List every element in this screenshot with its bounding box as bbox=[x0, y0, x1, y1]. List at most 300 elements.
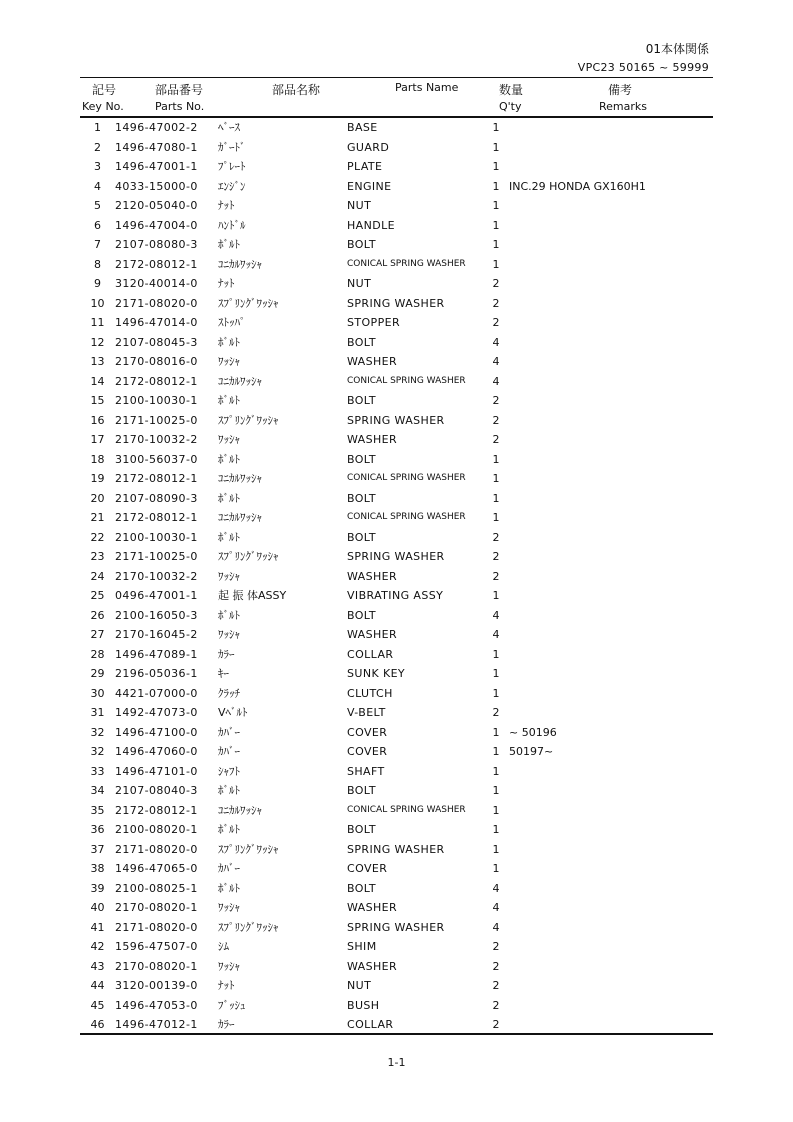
key-no-cell: 32 bbox=[90, 745, 105, 759]
model-range: VPC23 50165 ~ 59999 bbox=[577, 61, 709, 74]
part-name-jp-cell: ｽﾄｯﾊﾟ bbox=[218, 316, 246, 330]
quantity-cell: 1 bbox=[492, 511, 500, 525]
part-number-cell: 2100-16050-3 bbox=[115, 608, 198, 622]
part-name-jp-cell: 起 振 体ASSY bbox=[218, 589, 287, 603]
remarks-cell: 50197~ bbox=[509, 745, 554, 759]
key-no-cell: 8 bbox=[94, 257, 101, 271]
remarks-cell bbox=[509, 294, 713, 314]
part-name-jp-cell: ｶﾞｰﾄﾞ bbox=[218, 140, 246, 154]
part-name-en-cell: BUSH bbox=[347, 998, 380, 1012]
table-row bbox=[80, 840, 713, 860]
part-name-jp-cell: ｶﾗｰ bbox=[218, 647, 235, 661]
key-no-cell: 46 bbox=[90, 1018, 105, 1032]
table-row bbox=[80, 138, 713, 158]
part-number-cell: 2172-08012-1 bbox=[115, 803, 198, 817]
table-row bbox=[80, 1015, 713, 1035]
part-number-cell: 1596-47507-0 bbox=[115, 940, 198, 954]
quantity-cell: 1 bbox=[492, 121, 500, 135]
table-row bbox=[80, 976, 713, 996]
part-number-cell: 2107-08040-3 bbox=[115, 784, 198, 798]
table-bottom-rule bbox=[80, 1033, 713, 1035]
quantity-cell: 1 bbox=[492, 647, 500, 661]
part-name-en-cell: V-BELT bbox=[347, 706, 386, 720]
quantity-cell: 4 bbox=[492, 628, 500, 642]
part-number-cell: 1496-47053-0 bbox=[115, 998, 198, 1012]
part-name-jp-cell: ｽﾌﾟﾘﾝｸﾞﾜｯｼｬ bbox=[218, 842, 279, 856]
part-name-en-cell: SPRING WASHER bbox=[347, 920, 445, 934]
part-name-jp-cell: ｺﾆｶﾙﾜｯｼｬ bbox=[218, 803, 262, 817]
quantity-cell: 2 bbox=[492, 940, 500, 954]
part-name-jp-cell: ｽﾌﾟﾘﾝｸﾞﾜｯｼｬ bbox=[218, 413, 279, 427]
part-number-cell: 1496-47101-0 bbox=[115, 764, 198, 778]
part-number-cell: 2107-08045-3 bbox=[115, 335, 198, 349]
quantity-cell: 2 bbox=[492, 433, 500, 447]
remarks-cell bbox=[509, 138, 713, 158]
key-no-cell: 24 bbox=[90, 569, 105, 583]
part-name-jp-cell: ｼﾑ bbox=[218, 940, 229, 954]
part-number-cell: 1492-47073-0 bbox=[115, 706, 198, 720]
quantity-cell: 1 bbox=[492, 764, 500, 778]
part-name-jp-cell: ｶﾊﾞｰ bbox=[218, 745, 240, 759]
part-name-en-cell: COVER bbox=[347, 862, 388, 876]
quantity-cell: 1 bbox=[492, 238, 500, 252]
col-header-key-en: Key No. bbox=[82, 100, 124, 113]
table-row bbox=[80, 957, 713, 977]
part-number-cell: 2171-08020-0 bbox=[115, 842, 198, 856]
part-name-jp-cell: ﾜｯｼｬ bbox=[218, 628, 240, 642]
table-row bbox=[80, 333, 713, 353]
part-number-cell: 2171-10025-0 bbox=[115, 413, 198, 427]
part-name-en-cell: WASHER bbox=[347, 355, 398, 369]
part-name-en-cell: HANDLE bbox=[347, 218, 395, 232]
table-row bbox=[80, 742, 713, 762]
table-row bbox=[80, 196, 713, 216]
part-name-en-cell: ENGINE bbox=[347, 179, 392, 193]
part-number-cell: 1496-47080-1 bbox=[115, 140, 198, 154]
remarks-cell bbox=[509, 157, 713, 177]
part-name-en-cell: SHAFT bbox=[347, 764, 385, 778]
quantity-cell: 1 bbox=[492, 160, 500, 174]
col-header-qty-jp: 数量 bbox=[499, 83, 524, 97]
table-row bbox=[80, 430, 713, 450]
part-name-en-cell: COVER bbox=[347, 725, 388, 739]
part-number-cell: 2171-08020-0 bbox=[115, 296, 198, 310]
part-name-jp-cell: ﾜｯｼｬ bbox=[218, 433, 240, 447]
part-number-cell: 1496-47002-2 bbox=[115, 121, 198, 135]
key-no-cell: 38 bbox=[90, 862, 105, 876]
col-header-name-jp: 部品名称 bbox=[272, 83, 321, 97]
part-name-en-cell: STOPPER bbox=[347, 316, 401, 330]
table-row bbox=[80, 703, 713, 723]
remarks-cell bbox=[509, 489, 713, 509]
remarks-cell bbox=[509, 255, 713, 275]
key-no-cell: 36 bbox=[90, 823, 105, 837]
quantity-cell: 2 bbox=[492, 1018, 500, 1032]
remarks-cell bbox=[509, 567, 713, 587]
part-name-en-cell: BOLT bbox=[347, 608, 376, 622]
section-title: 01本体関係 bbox=[645, 42, 709, 56]
col-header-remarks-en: Remarks bbox=[599, 100, 647, 113]
remarks-cell bbox=[509, 801, 713, 821]
table-row bbox=[80, 762, 713, 782]
table-row bbox=[80, 820, 713, 840]
quantity-cell: 4 bbox=[492, 335, 500, 349]
quantity-cell: 1 bbox=[492, 199, 500, 213]
part-name-jp-cell: ｴﾝｼﾞﾝ bbox=[218, 179, 246, 193]
quantity-cell: 2 bbox=[492, 959, 500, 973]
remarks-cell bbox=[509, 898, 713, 918]
part-name-en-cell: BOLT bbox=[347, 530, 376, 544]
part-name-jp-cell: ﾜｯｼｬ bbox=[218, 901, 240, 915]
part-name-jp-cell: ｽﾌﾟﾘﾝｸﾞﾜｯｼｬ bbox=[218, 296, 279, 310]
col-header-qty-en: Q'ty bbox=[499, 100, 522, 113]
part-name-en-cell: COLLAR bbox=[347, 1018, 394, 1032]
part-number-cell: 1496-47001-1 bbox=[115, 160, 198, 174]
part-name-en-cell: NUT bbox=[347, 277, 372, 291]
part-name-jp-cell: ﾅｯﾄ bbox=[218, 277, 235, 291]
quantity-cell: 1 bbox=[492, 784, 500, 798]
remarks-cell: ~ 50196 bbox=[509, 725, 557, 739]
quantity-cell: 1 bbox=[492, 823, 500, 837]
part-number-cell: 1496-47012-1 bbox=[115, 1018, 198, 1032]
quantity-cell: 1 bbox=[492, 140, 500, 154]
table-row bbox=[80, 918, 713, 938]
remarks-cell bbox=[509, 703, 713, 723]
part-name-jp-cell: ﾎﾞﾙﾄ bbox=[218, 238, 240, 252]
part-number-cell: 2107-08080-3 bbox=[115, 238, 198, 252]
part-number-cell: 2100-08020-1 bbox=[115, 823, 198, 837]
table-row bbox=[80, 781, 713, 801]
remarks-cell bbox=[509, 606, 713, 626]
part-number-cell: 4421-07000-0 bbox=[115, 686, 198, 700]
part-name-en-cell: CLUTCH bbox=[347, 686, 393, 700]
part-name-jp-cell: ﾍﾞｰｽ bbox=[218, 121, 240, 135]
part-name-en-cell: SPRING WASHER bbox=[347, 842, 445, 856]
part-number-cell: 1496-47100-0 bbox=[115, 725, 198, 739]
part-name-en-cell: CONICAL SPRING WASHER bbox=[347, 375, 466, 386]
part-name-jp-cell: ﾌﾞｯｼｭ bbox=[218, 998, 246, 1012]
table-row bbox=[80, 489, 713, 509]
remarks-cell bbox=[509, 508, 713, 528]
part-number-cell: 2172-08012-1 bbox=[115, 374, 198, 388]
part-name-jp-cell: ｼｬﾌﾄ bbox=[218, 764, 240, 778]
quantity-cell: 1 bbox=[492, 667, 500, 681]
part-number-cell: 0496-47001-1 bbox=[115, 589, 198, 603]
key-no-cell: 22 bbox=[90, 530, 105, 544]
part-name-en-cell: WASHER bbox=[347, 959, 398, 973]
key-no-cell: 18 bbox=[90, 452, 105, 466]
part-number-cell: 2100-10030-1 bbox=[115, 394, 198, 408]
part-number-cell: 1496-47014-0 bbox=[115, 316, 198, 330]
part-name-jp-cell: ﾎﾞﾙﾄ bbox=[218, 784, 240, 798]
remarks-cell bbox=[509, 840, 713, 860]
table-row bbox=[80, 294, 713, 314]
remarks-cell bbox=[509, 118, 713, 138]
part-name-en-cell: WASHER bbox=[347, 433, 398, 447]
part-name-en-cell: NUT bbox=[347, 979, 372, 993]
part-name-jp-cell: ﾎﾞﾙﾄ bbox=[218, 881, 240, 895]
part-name-jp-cell: ｷｰ bbox=[218, 667, 229, 681]
key-no-cell: 21 bbox=[90, 511, 105, 525]
part-number-cell: 1496-47004-0 bbox=[115, 218, 198, 232]
parts-table bbox=[80, 118, 713, 1035]
part-name-jp-cell: ｽﾌﾟﾘﾝｸﾞﾜｯｼｬ bbox=[218, 550, 279, 564]
quantity-cell: 2 bbox=[492, 296, 500, 310]
key-no-cell: 1 bbox=[94, 121, 101, 135]
quantity-cell: 1 bbox=[492, 452, 500, 466]
part-name-en-cell: NUT bbox=[347, 199, 372, 213]
header-top-rule bbox=[80, 77, 713, 78]
key-no-cell: 42 bbox=[90, 940, 105, 954]
quantity-cell: 2 bbox=[492, 998, 500, 1012]
remarks-cell bbox=[509, 976, 713, 996]
part-name-jp-cell: ｺﾆｶﾙﾜｯｼｬ bbox=[218, 511, 262, 525]
key-no-cell: 6 bbox=[94, 218, 101, 232]
key-no-cell: 2 bbox=[94, 140, 101, 154]
remarks-cell bbox=[509, 528, 713, 548]
part-name-en-cell: WASHER bbox=[347, 569, 398, 583]
quantity-cell: 1 bbox=[492, 589, 500, 603]
part-name-jp-cell: ｽﾌﾟﾘﾝｸﾞﾜｯｼｬ bbox=[218, 920, 279, 934]
part-name-jp-cell: ｺﾆｶﾙﾜｯｼｬ bbox=[218, 257, 262, 271]
part-number-cell: 2120-05040-0 bbox=[115, 199, 198, 213]
part-name-en-cell: CONICAL SPRING WASHER bbox=[347, 258, 466, 269]
table-row bbox=[80, 450, 713, 470]
part-name-en-cell: BOLT bbox=[347, 238, 376, 252]
parts-table-body bbox=[80, 118, 713, 1035]
part-name-en-cell: BOLT bbox=[347, 823, 376, 837]
quantity-cell: 4 bbox=[492, 608, 500, 622]
remarks-cell bbox=[509, 957, 713, 977]
part-name-jp-cell: ｺﾆｶﾙﾜｯｼｬ bbox=[218, 472, 262, 486]
remarks-cell bbox=[509, 411, 713, 431]
remarks-cell bbox=[509, 196, 713, 216]
remarks-cell bbox=[509, 762, 713, 782]
col-header-parts-name: Parts Name bbox=[395, 81, 459, 94]
table-row bbox=[80, 586, 713, 606]
part-name-jp-cell: ｺﾆｶﾙﾜｯｼｬ bbox=[218, 374, 262, 388]
remarks-cell bbox=[509, 1015, 713, 1035]
part-number-cell: 2172-08012-1 bbox=[115, 257, 198, 271]
part-name-en-cell: SPRING WASHER bbox=[347, 296, 445, 310]
part-name-en-cell: WASHER bbox=[347, 628, 398, 642]
key-no-cell: 9 bbox=[94, 277, 101, 291]
table-row bbox=[80, 411, 713, 431]
part-number-cell: 2171-08020-0 bbox=[115, 920, 198, 934]
col-header-remarks-jp: 備考 bbox=[608, 83, 633, 97]
table-row bbox=[80, 664, 713, 684]
remarks-cell bbox=[509, 352, 713, 372]
part-name-jp-cell: ｶﾊﾞｰ bbox=[218, 862, 240, 876]
quantity-cell: 1 bbox=[492, 686, 500, 700]
table-row bbox=[80, 859, 713, 879]
key-no-cell: 43 bbox=[90, 959, 105, 973]
part-name-en-cell: CONICAL SPRING WASHER bbox=[347, 804, 466, 815]
part-name-jp-cell: ﾜｯｼｬ bbox=[218, 355, 240, 369]
quantity-cell: 1 bbox=[492, 842, 500, 856]
key-no-cell: 15 bbox=[90, 394, 105, 408]
table-row bbox=[80, 255, 713, 275]
key-no-cell: 11 bbox=[90, 316, 105, 330]
key-no-cell: 20 bbox=[90, 491, 105, 505]
table-row bbox=[80, 937, 713, 957]
remarks-cell bbox=[509, 372, 713, 392]
remarks-cell bbox=[509, 586, 713, 606]
remarks-cell bbox=[509, 313, 713, 333]
quantity-cell: 1 bbox=[492, 179, 500, 193]
remarks-cell bbox=[509, 450, 713, 470]
part-number-cell: 2100-10030-1 bbox=[115, 530, 198, 544]
quantity-cell: 2 bbox=[492, 394, 500, 408]
quantity-cell: 4 bbox=[492, 881, 500, 895]
key-no-cell: 30 bbox=[90, 686, 105, 700]
key-no-cell: 19 bbox=[90, 472, 105, 486]
part-name-en-cell: BOLT bbox=[347, 452, 376, 466]
part-number-cell: 3100-56037-0 bbox=[115, 452, 198, 466]
table-row bbox=[80, 274, 713, 294]
key-no-cell: 37 bbox=[90, 842, 105, 856]
part-name-jp-cell: ﾎﾞﾙﾄ bbox=[218, 530, 240, 544]
key-no-cell: 13 bbox=[90, 355, 105, 369]
key-no-cell: 41 bbox=[90, 920, 105, 934]
table-row bbox=[80, 898, 713, 918]
key-no-cell: 5 bbox=[94, 199, 101, 213]
table-row bbox=[80, 216, 713, 236]
part-number-cell: 2100-08025-1 bbox=[115, 881, 198, 895]
part-name-jp-cell: ﾜｯｼｬ bbox=[218, 569, 240, 583]
quantity-cell: 1 bbox=[492, 257, 500, 271]
table-row bbox=[80, 177, 713, 197]
quantity-cell: 2 bbox=[492, 550, 500, 564]
part-name-jp-cell: ｸﾗｯﾁ bbox=[218, 686, 240, 700]
remarks-cell bbox=[509, 430, 713, 450]
part-name-en-cell: COLLAR bbox=[347, 647, 394, 661]
key-no-cell: 34 bbox=[90, 784, 105, 798]
key-no-cell: 35 bbox=[90, 803, 105, 817]
part-name-en-cell: BOLT bbox=[347, 335, 376, 349]
quantity-cell: 2 bbox=[492, 530, 500, 544]
table-row bbox=[80, 606, 713, 626]
key-no-cell: 45 bbox=[90, 998, 105, 1012]
part-number-cell: 2170-08020-1 bbox=[115, 959, 198, 973]
quantity-cell: 2 bbox=[492, 316, 500, 330]
col-header-partno-en: Parts No. bbox=[155, 100, 205, 113]
remarks-cell bbox=[509, 625, 713, 645]
key-no-cell: 12 bbox=[90, 335, 105, 349]
key-no-cell: 32 bbox=[90, 725, 105, 739]
part-name-en-cell: SHIM bbox=[347, 940, 377, 954]
table-row bbox=[80, 235, 713, 255]
quantity-cell: 1 bbox=[492, 472, 500, 486]
table-row bbox=[80, 625, 713, 645]
part-name-en-cell: BOLT bbox=[347, 881, 376, 895]
table-row bbox=[80, 469, 713, 489]
quantity-cell: 2 bbox=[492, 706, 500, 720]
quantity-cell: 4 bbox=[492, 374, 500, 388]
part-number-cell: 3120-00139-0 bbox=[115, 979, 198, 993]
part-number-cell: 3120-40014-0 bbox=[115, 277, 198, 291]
part-name-jp-cell: ｶﾗｰ bbox=[218, 1018, 235, 1032]
part-name-en-cell: WASHER bbox=[347, 901, 398, 915]
table-row bbox=[80, 157, 713, 177]
remarks-cell bbox=[509, 645, 713, 665]
part-name-en-cell: BOLT bbox=[347, 491, 376, 505]
part-name-en-cell: SPRING WASHER bbox=[347, 413, 445, 427]
table-row bbox=[80, 372, 713, 392]
page-number: 1-1 bbox=[387, 1056, 406, 1069]
table-row bbox=[80, 996, 713, 1016]
remarks-cell bbox=[509, 918, 713, 938]
part-number-cell: 2170-08020-1 bbox=[115, 901, 198, 915]
quantity-cell: 1 bbox=[492, 491, 500, 505]
part-name-en-cell: GUARD bbox=[347, 140, 390, 154]
quantity-cell: 4 bbox=[492, 355, 500, 369]
quantity-cell: 4 bbox=[492, 920, 500, 934]
remarks-cell bbox=[509, 391, 713, 411]
remarks-cell bbox=[509, 547, 713, 567]
key-no-cell: 4 bbox=[94, 179, 101, 193]
part-number-cell: 2170-16045-2 bbox=[115, 628, 198, 642]
quantity-cell: 2 bbox=[492, 413, 500, 427]
part-number-cell: 2170-08016-0 bbox=[115, 355, 198, 369]
part-name-en-cell: CONICAL SPRING WASHER bbox=[347, 473, 466, 484]
key-no-cell: 29 bbox=[90, 667, 105, 681]
part-number-cell: 2170-10032-2 bbox=[115, 569, 198, 583]
part-name-jp-cell: ﾎﾞﾙﾄ bbox=[218, 491, 240, 505]
quantity-cell: 2 bbox=[492, 277, 500, 291]
col-header-partno-jp: 部品番号 bbox=[155, 83, 204, 97]
remarks-cell bbox=[509, 333, 713, 353]
part-number-cell: 4033-15000-0 bbox=[115, 179, 198, 193]
remarks-cell bbox=[509, 859, 713, 879]
part-number-cell: 2171-10025-0 bbox=[115, 550, 198, 564]
quantity-cell: 1 bbox=[492, 803, 500, 817]
part-name-en-cell: BOLT bbox=[347, 784, 376, 798]
key-no-cell: 33 bbox=[90, 764, 105, 778]
key-no-cell: 40 bbox=[90, 901, 105, 915]
quantity-cell: 1 bbox=[492, 862, 500, 876]
part-name-jp-cell: ﾅｯﾄ bbox=[218, 979, 235, 993]
remarks-cell bbox=[509, 937, 713, 957]
key-no-cell: 14 bbox=[90, 374, 105, 388]
quantity-cell: 1 bbox=[492, 725, 500, 739]
table-row bbox=[80, 684, 713, 704]
part-name-en-cell: VIBRATING ASSY bbox=[347, 589, 444, 603]
quantity-cell: 2 bbox=[492, 569, 500, 583]
table-row bbox=[80, 352, 713, 372]
part-number-cell: 1496-47089-1 bbox=[115, 647, 198, 661]
remarks-cell bbox=[509, 235, 713, 255]
key-no-cell: 25 bbox=[90, 589, 105, 603]
remarks-cell: INC.29 HONDA GX160H1 bbox=[509, 179, 646, 193]
remarks-cell bbox=[509, 684, 713, 704]
part-name-jp-cell: ﾊﾝﾄﾞﾙ bbox=[218, 218, 246, 232]
part-name-jp-cell: ﾅｯﾄ bbox=[218, 199, 235, 213]
key-no-cell: 10 bbox=[90, 296, 105, 310]
table-row bbox=[80, 313, 713, 333]
key-no-cell: 39 bbox=[90, 881, 105, 895]
key-no-cell: 26 bbox=[90, 608, 105, 622]
part-number-cell: 2170-10032-2 bbox=[115, 433, 198, 447]
table-row bbox=[80, 508, 713, 528]
table-row bbox=[80, 879, 713, 899]
part-name-jp-cell: ﾌﾟﾚｰﾄ bbox=[218, 160, 246, 174]
quantity-cell: 2 bbox=[492, 979, 500, 993]
key-no-cell: 28 bbox=[90, 647, 105, 661]
key-no-cell: 17 bbox=[90, 433, 105, 447]
part-number-cell: 2196-05036-1 bbox=[115, 667, 198, 681]
quantity-cell: 1 bbox=[492, 745, 500, 759]
